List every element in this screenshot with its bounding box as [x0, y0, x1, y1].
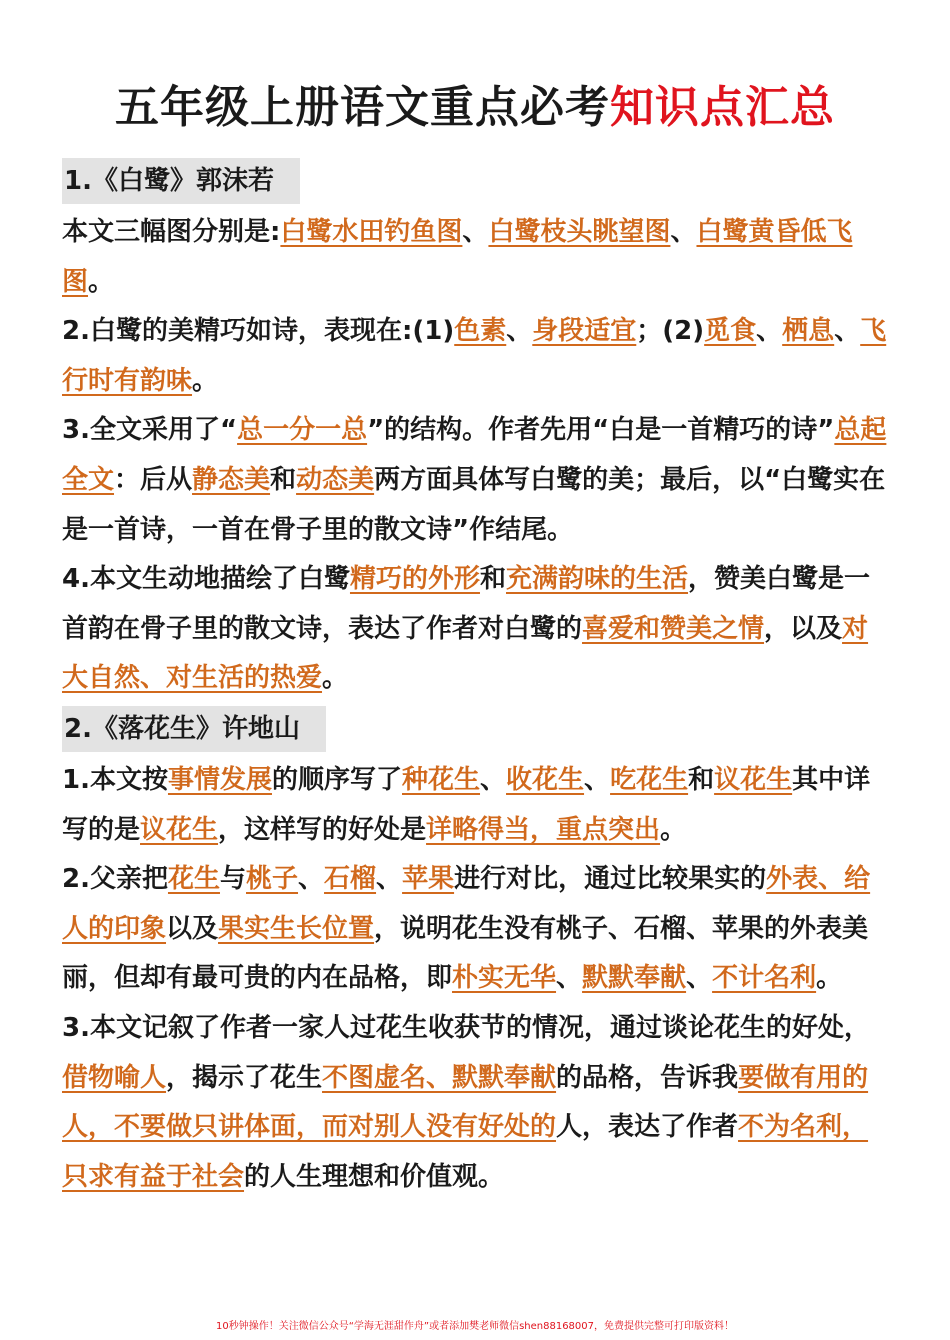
text-run: ，赞美白鹭是一首韵在骨子里的散文诗，表达了作者对白鹭的	[62, 564, 871, 644]
text-run: 。	[192, 365, 219, 396]
text-run: 、	[556, 963, 583, 994]
footer-note: 10秒钟操作！关注微信公众号“学海无涯甜作舟”或者添加樊老师微信shen88168007，免费提供完整可打印版资料！	[215, 1321, 735, 1332]
text-run: 4.本文生动地描绘了白鹭	[62, 564, 350, 595]
key-point: 总一分一总	[237, 415, 368, 446]
text-run: 。	[322, 663, 349, 694]
key-point: 总起全文	[62, 415, 887, 495]
key-point: 苹果	[402, 864, 455, 895]
key-point: 白鹭水田钓鱼图	[280, 217, 463, 247]
key-point: 对大自然、对生活的热爱	[62, 613, 869, 694]
key-point: 要做有用的人，不要做只讲体面，而对别人没有好处的	[62, 1062, 869, 1143]
key-point: 静态美	[192, 464, 271, 495]
paragraph	[62, 756, 892, 855]
text-run: 本文三幅图分别是:	[62, 217, 281, 247]
text-run: 2.父亲把	[62, 864, 168, 895]
text-run: 。	[660, 814, 687, 845]
key-point: 议花生	[714, 764, 793, 795]
page-title	[0, 78, 950, 138]
content-body	[62, 156, 892, 1202]
text-run: 、	[834, 316, 861, 347]
text-run: 1.本文按	[62, 764, 168, 795]
key-point: 白鹭枝头眺望图	[488, 217, 671, 247]
key-point: 花生	[167, 864, 220, 895]
text-run: ”的结构。作者先用“白是一首精巧的诗”	[367, 415, 835, 446]
paragraph	[62, 307, 892, 406]
key-point: 动态美	[296, 464, 375, 495]
text-run: ：后从	[114, 464, 193, 495]
key-point: 默默奉献	[582, 963, 687, 994]
key-point: 事情发展	[167, 764, 272, 795]
key-point: 石榴	[324, 864, 377, 895]
text-run: 2.白鹭的美精巧如诗，表现在:(1)	[62, 316, 455, 347]
text-run: ，说明花生没有桃子、石榴、苹果的外表美丽，但却有最可贵的内在品格，即	[62, 913, 869, 994]
text-run: 的人生理想和价值观。	[244, 1161, 505, 1192]
text-run: 、	[462, 217, 489, 247]
text-run: 、	[376, 864, 403, 895]
paragraph	[62, 406, 892, 555]
text-run: 的品格，告诉我	[556, 1062, 739, 1093]
section-heading: 1.《白鹭》郭沫若	[62, 158, 300, 204]
key-point: 朴实无华	[452, 963, 557, 994]
key-point: 栖息	[782, 316, 835, 347]
text-run: 、	[480, 764, 507, 795]
key-point: 精巧的外形	[349, 564, 480, 595]
text-run: 两方面具体写白鹭的美；最后，以“白鹭实在是一首诗，一首在骨子里的散文诗”作结尾。	[62, 464, 886, 545]
text-run: 人，表达了作者	[556, 1112, 739, 1143]
text-run: ，以及	[764, 613, 843, 644]
key-point: 觅食	[704, 316, 757, 347]
text-run: 3.本文记叙了作者一家人过花生收获节的情况，通过谈论花生的好处，	[62, 1012, 870, 1043]
text-run: 以及	[166, 913, 219, 944]
key-point: 飞行时有韵味	[62, 316, 887, 396]
key-point: 色素	[454, 316, 507, 347]
key-point: 充满韵味的生活	[506, 564, 689, 595]
text-run: 、	[584, 764, 611, 795]
key-point: 详略得当，重点突出	[426, 814, 661, 845]
key-point: 外表、给人的印象	[62, 864, 871, 944]
section-heading: 2.《落花生》许地山	[62, 706, 326, 752]
text-run: 。	[88, 266, 115, 297]
text-run: 和	[270, 464, 297, 495]
text-run: 其中详写的是	[62, 764, 871, 845]
text-run: 与	[219, 864, 246, 895]
text-run: 。	[816, 963, 843, 994]
key-point: 桃子	[246, 864, 299, 895]
text-run: 、	[506, 316, 533, 347]
text-run: ，这样写的好处是	[218, 814, 427, 845]
key-point: 不计名利	[712, 963, 817, 994]
key-point: 不图虚名、默默奉献	[322, 1062, 557, 1093]
paragraph	[62, 208, 892, 307]
key-point: 白鹭黄昏低飞图	[62, 217, 853, 297]
key-point: 身段适宜	[532, 316, 637, 347]
key-point: 果实生长位置	[218, 913, 375, 944]
text-run: 、	[756, 316, 783, 347]
key-point: 种花生	[402, 764, 481, 795]
text-run: 和	[479, 564, 506, 595]
paragraph	[62, 1004, 892, 1202]
text-run: 、	[298, 864, 325, 895]
text-run: 、	[686, 963, 713, 994]
text-run: 和	[688, 764, 715, 795]
text-run: 的顺序写了	[271, 764, 402, 795]
key-point: 喜爱和赞美之情	[582, 613, 765, 644]
key-point: 收花生	[506, 764, 585, 795]
title-highlight: 知识点汇总	[610, 82, 835, 133]
paragraph	[62, 555, 892, 704]
key-point: 借物喻人	[62, 1062, 167, 1093]
title-main: 五年级上册语文重点必考	[115, 82, 610, 133]
text-run: ；(2)	[636, 316, 705, 347]
key-point: 不为名利，只求有益于社会	[62, 1112, 869, 1192]
text-run: 进行对比，通过比较果实的	[454, 864, 767, 895]
text-run: 3.全文采用了“	[62, 415, 238, 446]
key-point: 议花生	[140, 814, 219, 845]
text-run: ，揭示了花生	[166, 1062, 323, 1093]
key-point: 吃花生	[610, 764, 689, 795]
text-run: 、	[670, 217, 697, 247]
paragraph	[62, 855, 892, 1004]
